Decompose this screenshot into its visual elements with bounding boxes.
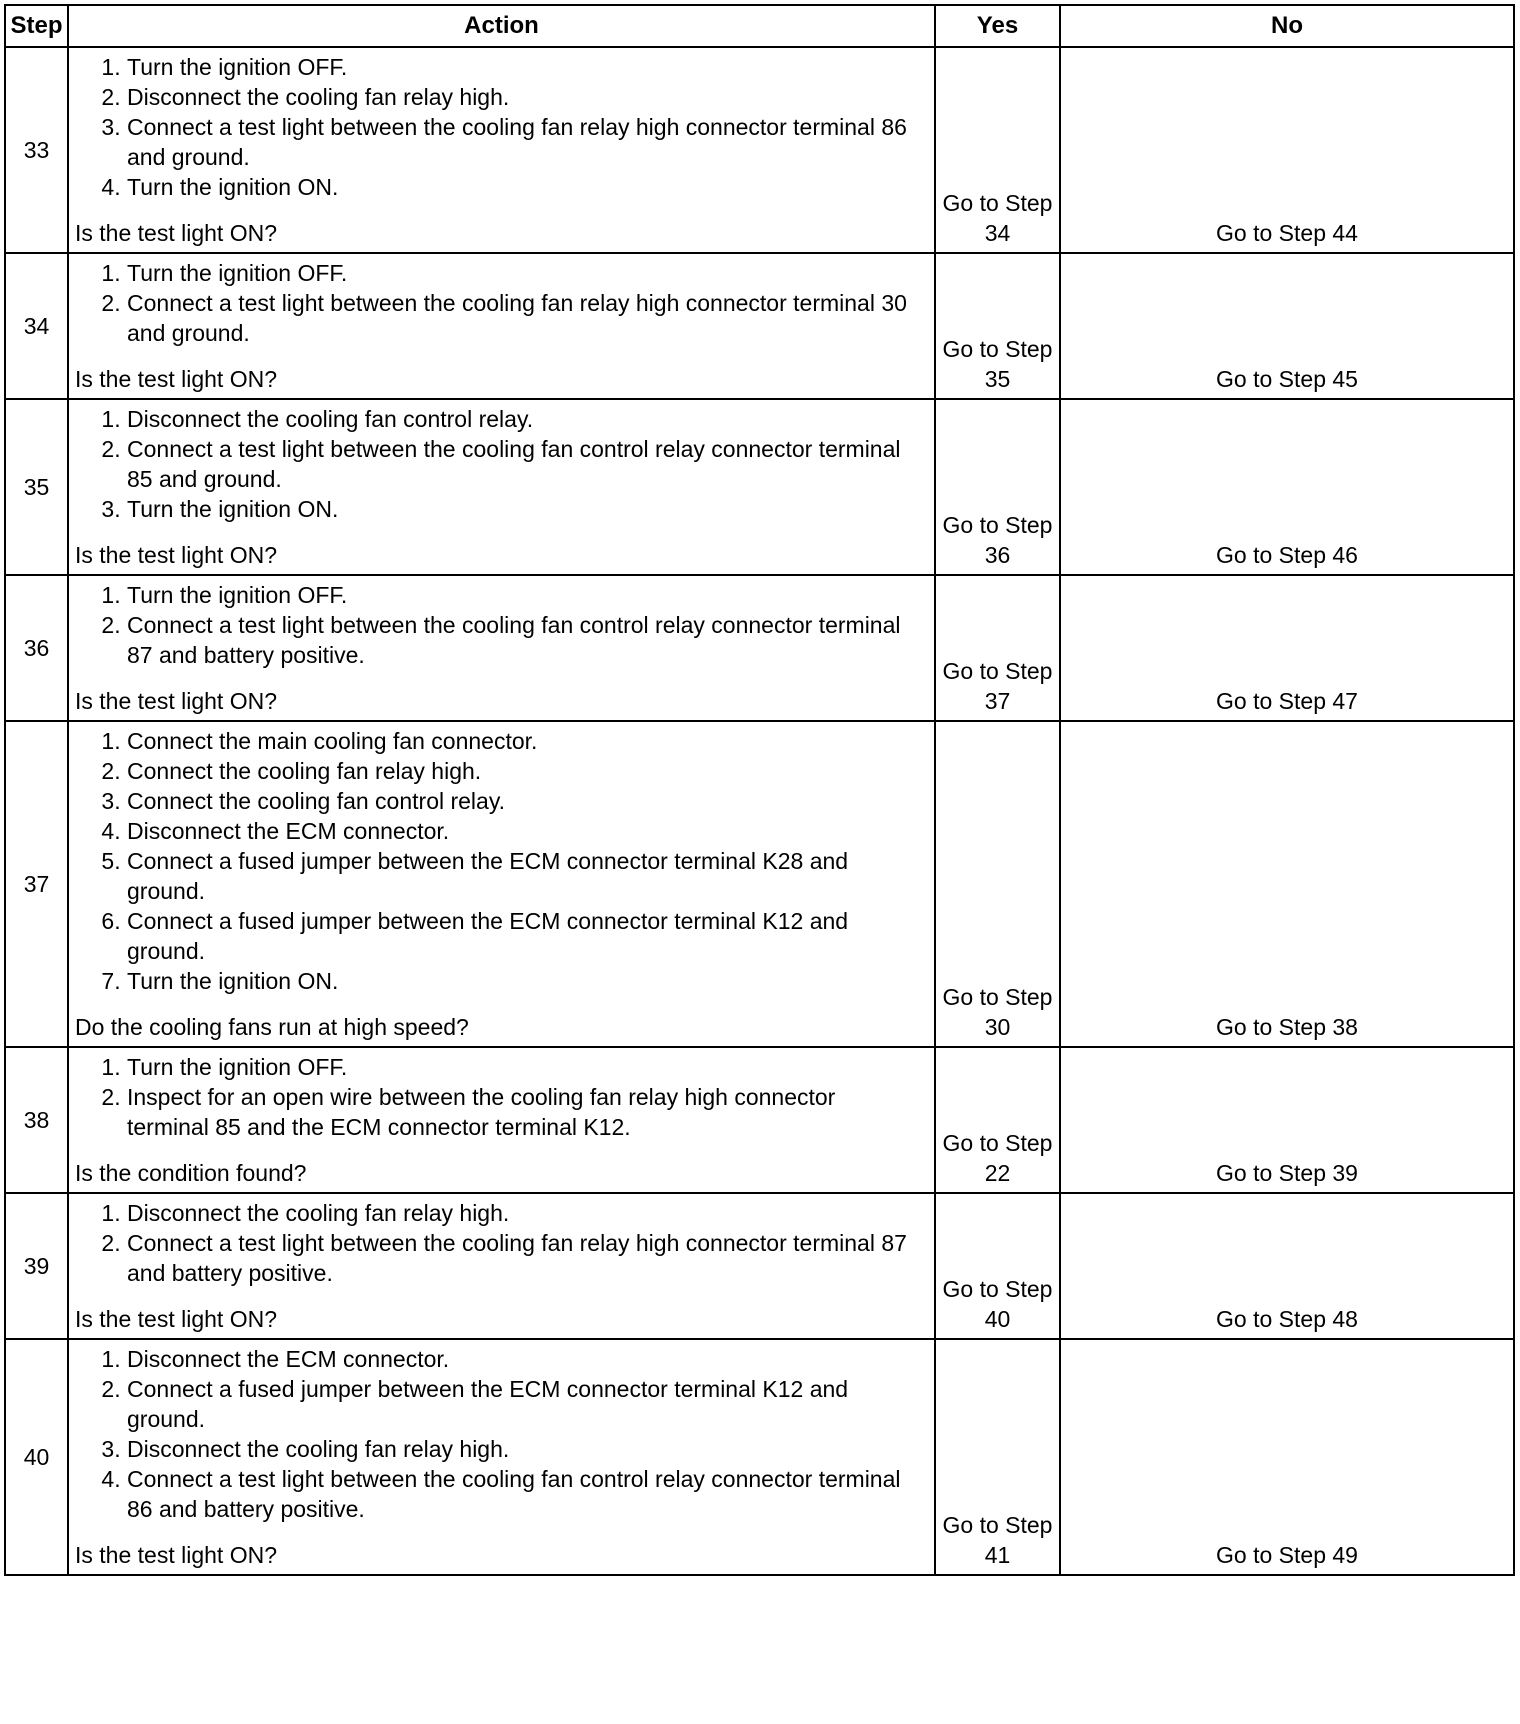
- no-result-cell: [1060, 721, 1514, 1047]
- no-result-cell: [1060, 1193, 1514, 1339]
- step-number: 34: [5, 253, 68, 399]
- action-cell: [68, 1193, 935, 1339]
- step-question: Is the condition found?: [75, 1160, 307, 1186]
- procedure-step: 2. Connect the cooling fan relay high.: [127, 756, 922, 786]
- procedure-step: 4. Disconnect the ECM connector.: [127, 816, 922, 846]
- action-cell: [68, 1339, 935, 1575]
- action-cell: [68, 253, 935, 399]
- procedure-list: [75, 726, 922, 996]
- table-row: [5, 575, 1514, 721]
- no-result: Go to Step 45: [1216, 366, 1358, 392]
- procedure-step: 7. Turn the ignition ON.: [127, 966, 922, 996]
- no-result: Go to Step 48: [1216, 1306, 1358, 1332]
- no-result-cell: [1060, 575, 1514, 721]
- procedure-step: 3. Turn the ignition ON.: [127, 494, 922, 524]
- table-row: [5, 1339, 1514, 1575]
- yes-result-cell: [935, 1193, 1060, 1339]
- procedure-step: 2. Connect a test light between the cooling fan control relay connector terminal 85 and ground.: [127, 434, 922, 494]
- procedure-step: 2. Connect a test light between the cooling fan relay high connector terminal 30 and ground.: [127, 288, 922, 348]
- procedure-step: 1. Disconnect the cooling fan control relay.: [127, 404, 922, 434]
- procedure-step: 1. Turn the ignition OFF.: [127, 580, 922, 610]
- diagnostic-table-container: [4, 4, 1513, 1576]
- step-question: Is the test light ON?: [75, 542, 277, 568]
- step-column-header: Step: [5, 5, 68, 47]
- procedure-list: [75, 404, 922, 524]
- procedure-list: [75, 1198, 922, 1288]
- yes-result-cell: [935, 47, 1060, 253]
- step-number: 36: [5, 575, 68, 721]
- procedure-list: [75, 1052, 922, 1142]
- step-question: Do the cooling fans run at high speed?: [75, 1014, 469, 1040]
- procedure-step: 3. Disconnect the cooling fan relay high.: [127, 1434, 922, 1464]
- action-cell: [68, 47, 935, 253]
- procedure-list: [75, 1344, 922, 1524]
- procedure-list: [75, 52, 922, 202]
- yes-result-cell: [935, 399, 1060, 575]
- step-number: 39: [5, 1193, 68, 1339]
- yes-result-cell: [935, 1047, 1060, 1193]
- action-cell: [68, 399, 935, 575]
- action-cell: [68, 721, 935, 1047]
- procedure-step: 3. Connect a test light between the cooling fan relay high connector terminal 86 and ground.: [127, 112, 922, 172]
- yes-result: Go to Step 30: [942, 984, 1053, 1040]
- step-question: Is the test light ON?: [75, 366, 277, 392]
- procedure-list: [75, 580, 922, 670]
- no-result: Go to Step 46: [1216, 542, 1358, 568]
- diagnostic-table: [4, 4, 1515, 1576]
- procedure-step: 1. Turn the ignition OFF.: [127, 1052, 922, 1082]
- procedure-step: 6. Connect a fused jumper between the ECM connector terminal K12 and ground.: [127, 906, 922, 966]
- procedure-step: 2. Connect a test light between the cooling fan control relay connector terminal 87 and battery positive.: [127, 610, 922, 670]
- procedure-step: 2. Inspect for an open wire between the cooling fan relay high connector terminal 85 and the ECM connector terminal K12.: [127, 1082, 922, 1142]
- yes-result: Go to Step 40: [942, 1276, 1053, 1332]
- procedure-step: 4. Connect a test light between the cooling fan control relay connector terminal 86 and battery positive.: [127, 1464, 922, 1524]
- yes-result-cell: [935, 721, 1060, 1047]
- table-row: [5, 399, 1514, 575]
- procedure-step: 2. Connect a test light between the cooling fan relay high connector terminal 87 and battery positive.: [127, 1228, 922, 1288]
- procedure-step: 1. Disconnect the cooling fan relay high.: [127, 1198, 922, 1228]
- yes-result: Go to Step 22: [942, 1130, 1053, 1186]
- step-question: Is the test light ON?: [75, 688, 277, 714]
- procedure-step: 4. Turn the ignition ON.: [127, 172, 922, 202]
- step-question: Is the test light ON?: [75, 1306, 277, 1332]
- procedure-step: 3. Connect the cooling fan control relay.: [127, 786, 922, 816]
- step-number: 37: [5, 721, 68, 1047]
- table-row: [5, 721, 1514, 1047]
- header-row: [5, 5, 1514, 47]
- procedure-step: 1. Turn the ignition OFF.: [127, 52, 922, 82]
- table-row: [5, 1047, 1514, 1193]
- no-result-cell: [1060, 399, 1514, 575]
- step-number: 33: [5, 47, 68, 253]
- procedure-step: 1. Connect the main cooling fan connector.: [127, 726, 922, 756]
- yes-result: Go to Step 36: [942, 512, 1053, 568]
- yes-result-cell: [935, 253, 1060, 399]
- yes-result-cell: [935, 1339, 1060, 1575]
- procedure-step: 2. Connect a fused jumper between the ECM connector terminal K12 and ground.: [127, 1374, 922, 1434]
- no-result-cell: [1060, 1047, 1514, 1193]
- action-cell: [68, 1047, 935, 1193]
- procedure-step: 1. Turn the ignition OFF.: [127, 258, 922, 288]
- yes-result: Go to Step 37: [942, 658, 1053, 714]
- table-row: [5, 1193, 1514, 1339]
- table-row: [5, 253, 1514, 399]
- no-result: Go to Step 49: [1216, 1542, 1358, 1568]
- yes-result: Go to Step 34: [942, 190, 1053, 246]
- no-column-header: No: [1060, 5, 1514, 47]
- step-question: Is the test light ON?: [75, 220, 277, 246]
- procedure-list: [75, 258, 922, 348]
- action-cell: [68, 575, 935, 721]
- step-question: Is the test light ON?: [75, 1542, 277, 1568]
- step-number: 35: [5, 399, 68, 575]
- no-result: Go to Step 44: [1216, 220, 1358, 246]
- yes-result: Go to Step 35: [942, 336, 1053, 392]
- action-column-header: Action: [68, 5, 935, 47]
- table-row: [5, 47, 1514, 253]
- no-result-cell: [1060, 253, 1514, 399]
- procedure-step: 5. Connect a fused jumper between the ECM connector terminal K28 and ground.: [127, 846, 922, 906]
- table-body: [5, 47, 1514, 1575]
- step-number: 38: [5, 1047, 68, 1193]
- no-result: Go to Step 39: [1216, 1160, 1358, 1186]
- procedure-step: 2. Disconnect the cooling fan relay high.: [127, 82, 922, 112]
- yes-result: Go to Step 41: [942, 1512, 1053, 1568]
- procedure-step: 1. Disconnect the ECM connector.: [127, 1344, 922, 1374]
- no-result-cell: [1060, 1339, 1514, 1575]
- yes-column-header: Yes: [935, 5, 1060, 47]
- yes-result-cell: [935, 575, 1060, 721]
- step-number: 40: [5, 1339, 68, 1575]
- no-result: Go to Step 47: [1216, 688, 1358, 714]
- no-result: Go to Step 38: [1216, 1014, 1358, 1040]
- no-result-cell: [1060, 47, 1514, 253]
